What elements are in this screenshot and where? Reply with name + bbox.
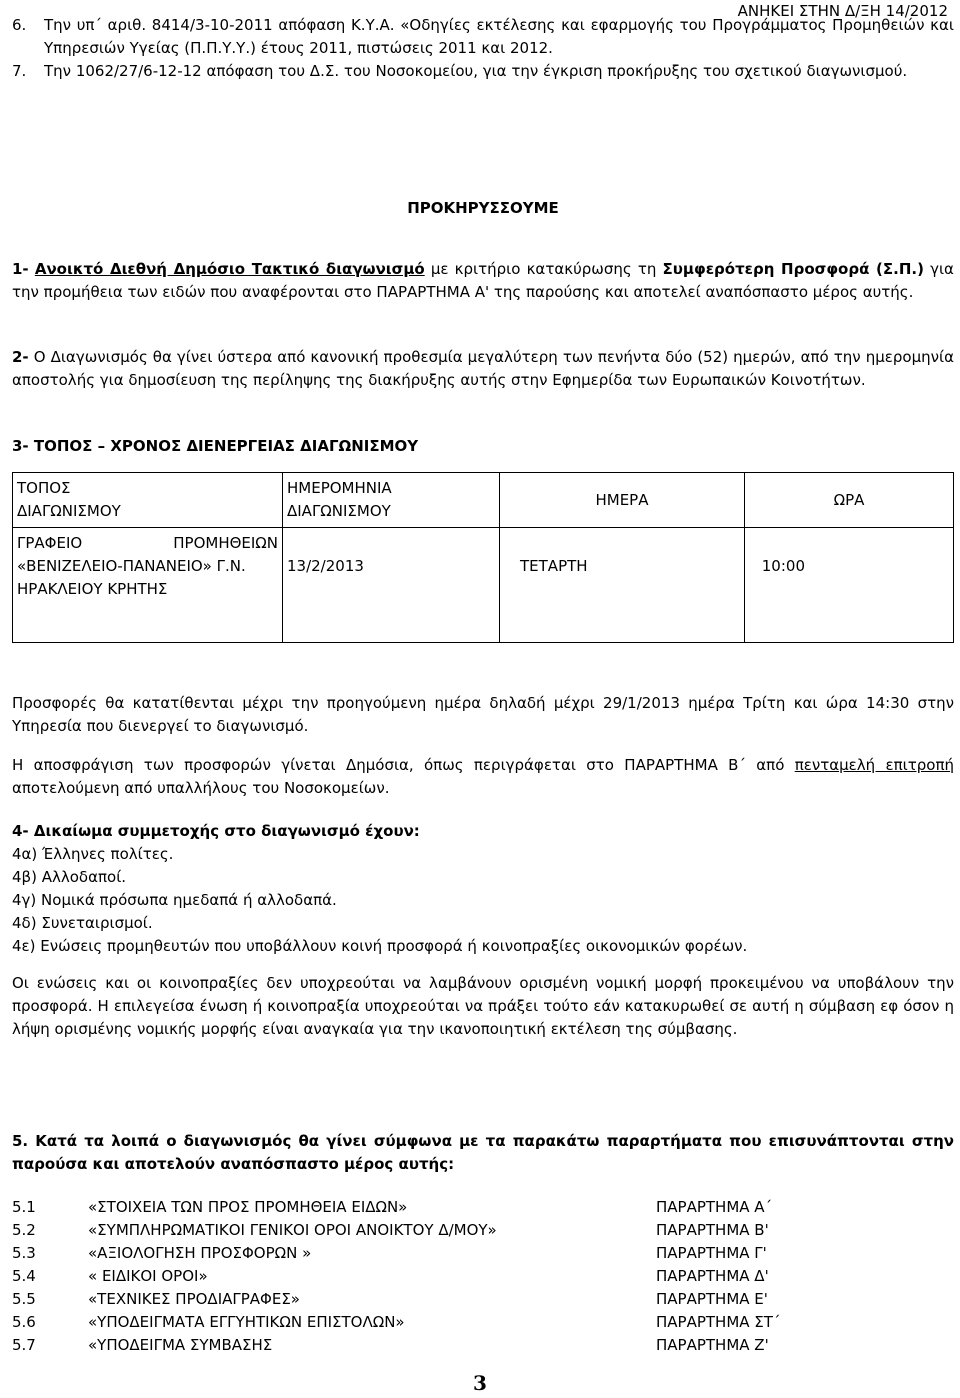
opening-text — [12, 754, 954, 800]
annex-label: ΠΑΡΑΡΤΗΜΑ Ζ' — [656, 1336, 769, 1354]
annex-label: ΠΑΡΑΡΤΗΜΑ Γ' — [656, 1244, 767, 1262]
date-value: 13/2/2013 — [287, 557, 364, 575]
section-3-title: 3- ΤΟΠΟΣ – ΧΡΟΝΟΣ ΔΙΕΝΕΡΓΕΙΑΣ ΔΙΑΓΩΝΙΣΜΟΥ — [12, 437, 419, 455]
annex-label: ΠΑΡΑΡΤΗΜΑ Δ' — [656, 1267, 769, 1285]
annex-number: 5.4 — [12, 1267, 36, 1285]
annex-title: «ΣΤΟΙΧΕΙΑ ΤΩΝ ΠΡΟΣ ΠΡΟΜΗΘΕΙΑ ΕΙΔΩΝ» — [88, 1198, 408, 1216]
cell-date — [283, 528, 500, 643]
page-number: 3 — [473, 1371, 487, 1395]
annex-row — [12, 1311, 954, 1334]
annex-title: «ΣΥΜΠΛΗΡΩΜΑΤΙΚΟΙ ΓΕΝΙΚΟΙ ΟΡΟΙ ΑΝΟΙΚΤΟΥ Δ/ΜΟΥ» — [88, 1221, 497, 1239]
participant-item: 4δ) Συνεταιρισμοί. — [12, 914, 153, 932]
annex-title: «ΑΞΙΟΛΟΓΗΣΗ ΠΡΟΣΦΟΡΩΝ » — [88, 1244, 312, 1262]
day-value: ΤΕΤΑΡΤΗ — [520, 557, 588, 575]
annex-number: 5.5 — [12, 1290, 36, 1308]
joint-ventures-text: Οι ενώσεις και οι κοινοπραξίες δεν υποχρεούται να λαμβάνουν ορισμένη νομική μορφή προκειμένου να υποβάλουν την προσφορά. Η επιλεγείσα ένωση ή κοινοπραξία υποχρεούται να πράξει τούτο εάν κατακυρωθεί σε αυτή η σύμβαση εφ όσον η λήψη ορισμένης νομικής μορφής είναι αναγκαία για την ικανοποιητική εκτέλεση της σύμβασης. — [12, 974, 954, 1038]
section-4-title: 4- Δικαίωμα συμμετοχής στο διαγωνισμό έχουν: — [12, 822, 420, 840]
header-day: ΗΜΕΡΑ — [500, 473, 745, 528]
best-offer: Συμφερότερη Προσφορά (Σ.Π.) — [662, 260, 924, 278]
annex-number: 5.1 — [12, 1198, 36, 1216]
annex-row — [12, 1242, 954, 1265]
annex-label: ΠΑΡΑΡΤΗΜΑ ΣΤ΄ — [656, 1313, 781, 1331]
section-1-rest: για την προμήθεια των ειδών που αναφέρονται στο ΠΑΡΑΡΤΗΜΑ Α' της παρούσης και αποτελεί αναπόσπαστο μέρος αυτής. — [12, 260, 954, 301]
reference-item — [12, 60, 954, 83]
annex-row — [12, 1219, 954, 1242]
bids-deadline-text: Προσφορές θα κατατίθενται μέχρι την προηγούμενη ημέρα δηλαδή μέχρι 29/1/2013 ημέρα Τρίτη και ώρα 14:30 στην Υπηρεσία που διενεργεί το διαγωνισμό. — [12, 694, 954, 735]
place-office: ΓΡΑΦΕΙΟ — [17, 534, 83, 552]
annex-title: «ΥΠΟΔΕΙΓΜΑΤΑ ΕΓΓΥΗΤΙΚΩΝ ΕΠΙΣΤΟΛΩΝ» — [88, 1313, 405, 1331]
annex-row — [12, 1196, 954, 1219]
header-place-line: ΔΙΑΓΩΝΙΣΜΟΥ — [17, 502, 121, 520]
participant-item: 4ε) Ενώσεις προμηθευτών που υποβάλλουν κοινή προσφορά ή κοινοπραξίες οικονομικών φορέων. — [12, 937, 748, 955]
section-4 — [12, 820, 954, 958]
section-2 — [12, 346, 954, 392]
references-list — [12, 14, 954, 83]
committee-text: πενταμελή επιτροπή — [794, 756, 954, 774]
annex-number: 5.7 — [12, 1336, 36, 1354]
tender-type: Ανοικτό Διεθνή Δημόσιο Τακτικό διαγωνισμό — [34, 260, 425, 278]
opening-text-after: αποτελούμενη από υπαλλήλους του Νοσοκομείων. — [12, 779, 390, 797]
announce-title: ΠΡΟΚΗΡΥΣΣΟΥΜΕ — [407, 199, 559, 217]
header-place-line: ΤΟΠΟΣ — [17, 479, 71, 497]
place-line — [17, 532, 278, 555]
annex-row — [12, 1265, 954, 1288]
annex-title: «ΤΕΧΝΙΚΕΣ ΠΡΟΔΙΑΓΡΑΦΕΣ» — [88, 1290, 300, 1308]
cell-day — [500, 528, 745, 643]
table-row — [13, 528, 954, 643]
header-note: ΑΝΗΚΕΙ ΣΤΗΝ Δ/ΞΗ 14/2012 — [737, 2, 948, 20]
annex-title: «ΥΠΟΔΕΙΓΜΑ ΣΥΜΒΑΣΗΣ — [88, 1336, 273, 1354]
section-2-text: Ο Διαγωνισμός θα γίνει ύστερα από κανονική προθεσμία μεγαλύτερη των πενήντα δύο (52) ημερών, από την ημερομηνία αποστολής για δημοσίευση της περίληψης της διακήρυξης αυτής στην Εφημερίδα των Ευρωπαικών Κοινοτήτων. — [12, 348, 954, 389]
reference-number: 6. — [12, 16, 27, 34]
annex-title: « ΕΙΔΙΚΟΙ ΟΡΟΙ» — [88, 1267, 208, 1285]
annex-row — [12, 1334, 954, 1357]
place-procurement: ΠΡΟΜΗΘΕΙΩΝ — [173, 534, 278, 552]
annex-number: 5.3 — [12, 1244, 36, 1262]
reference-text: Την 1062/27/6-12-12 απόφαση του Δ.Σ. του Νοσοκομείου, για την έγκριση προκήρυξης του σχετικού διαγωνισμού. — [44, 62, 908, 80]
cell-time — [745, 528, 954, 643]
time-value: 10:00 — [761, 557, 805, 575]
table-header-row — [13, 473, 954, 528]
reference-text: Την υπ΄ αριθ. 8414/3-10-2011 απόφαση Κ.Υ.Α. «Οδηγίες εκτέλεσης και εφαρμογής του Προγράμματος Προμηθειών και Υπηρεσιών Υγείας (Π.Π.Υ.Υ.) έτους 2011, πιστώσεις 2011 και 2012. — [44, 16, 954, 57]
cell-place — [13, 528, 283, 643]
place-city: ΗΡΑΚΛΕΙΟΥ ΚΡΗΤΗΣ — [17, 580, 168, 598]
annex-label: ΠΑΡΑΡΤΗΜΑ Ε' — [656, 1290, 768, 1308]
header-date-line: ΗΜΕΡΟΜΗΝΙΑ — [287, 479, 392, 497]
header-time: ΩΡΑ — [745, 473, 954, 528]
participant-item: 4β) Αλλοδαποί. — [12, 868, 127, 886]
annex-list — [12, 1196, 954, 1357]
schedule-table — [12, 472, 954, 643]
header-date-line: ΔΙΑΓΩΝΙΣΜΟΥ — [287, 502, 391, 520]
annex-label: ΠΑΡΑΡΤΗΜΑ Β' — [656, 1221, 769, 1239]
participant-item: 4α) Έλληνες πολίτες. — [12, 845, 174, 863]
annex-row — [12, 1288, 954, 1311]
annex-number: 5.2 — [12, 1221, 36, 1239]
annex-number: 5.6 — [12, 1313, 36, 1331]
reference-number: 7. — [12, 62, 27, 80]
award-criterion: με κριτήριο κατακύρωσης τη — [430, 260, 657, 278]
place-hospital: «ΒΕΝΙΖΕΛΕΙΟ-ΠΑΝΑΝΕΙΟ» Γ.Ν. — [17, 557, 246, 575]
header-date — [283, 473, 500, 528]
section-5-title: 5. Κατά τα λοιπά ο διαγωνισμός θα γίνει σύμφωνα με τα παρακάτω παραρτήματα που επισυνάπτονται στην παρούσα και αποτελούν αναπόσπαστο μέρος αυτής: — [12, 1132, 954, 1173]
participant-item: 4γ) Νομικά πρόσωπα ημεδαπά ή αλλοδαπά. — [12, 891, 337, 909]
header-place — [13, 473, 283, 528]
section-1-number: 1- — [12, 260, 29, 278]
opening-text-before: Η αποσφράγιση των προσφορών γίνεται Δημόσια, όπως περιγράφεται στο ΠΑΡΑΡΤΗΜΑ Β΄ από — [12, 756, 785, 774]
section-1 — [12, 258, 954, 304]
annex-label: ΠΑΡΑΡΤΗΜΑ Α΄ — [656, 1198, 773, 1216]
reference-item — [12, 14, 954, 60]
section-2-number: 2- — [12, 348, 29, 366]
